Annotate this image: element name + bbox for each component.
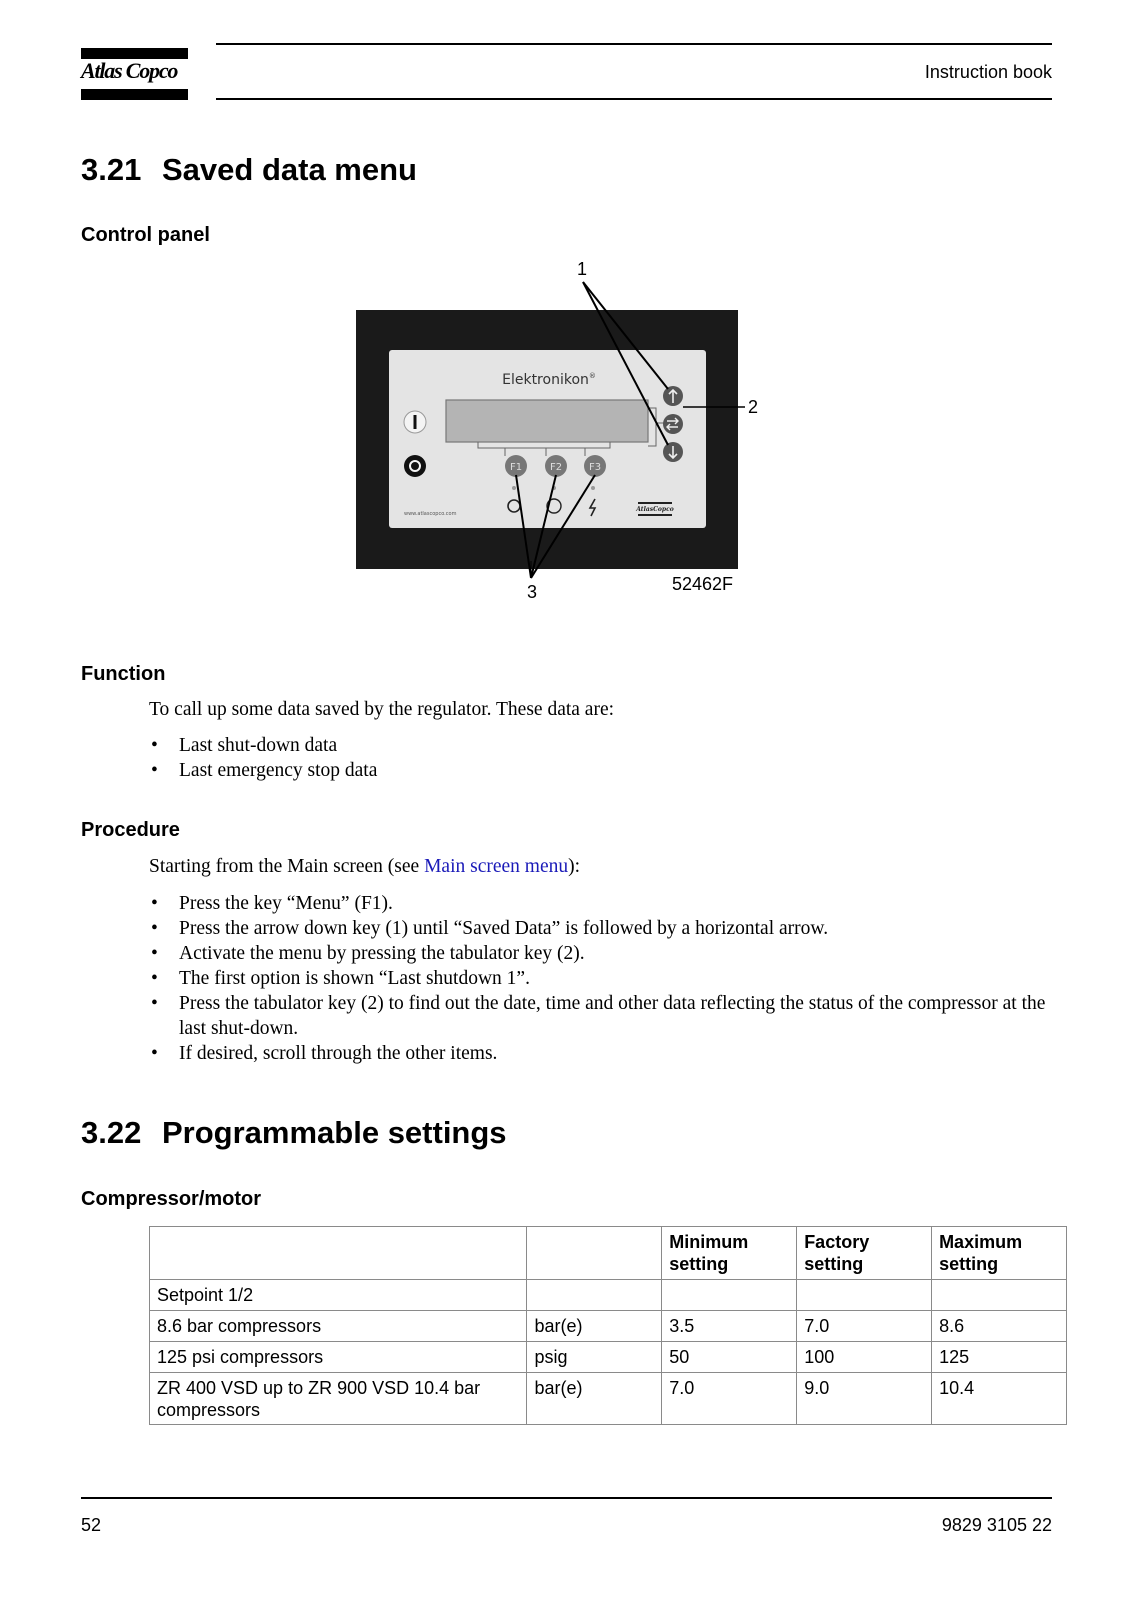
table-header-cell: Maximum setting [932, 1227, 1067, 1280]
list-item: • Last shut-down data [149, 733, 1064, 758]
table-row [150, 1373, 1067, 1425]
header-rule-bottom [216, 98, 1052, 100]
svg-text:www.atlascopco.com: www.atlascopco.com [404, 511, 457, 517]
figure-code: 52462F [672, 574, 734, 594]
table-cell: 125 psi compressors [150, 1342, 527, 1373]
procedure-list [149, 891, 1064, 1066]
table-cell [662, 1280, 797, 1311]
callout-1: 1 [577, 259, 588, 279]
header-rule-top [216, 43, 1052, 45]
list-item: • Press the tabulator key (2) to find out the date, time and other data reflecting the status of the compressor at the last shut-down. [149, 991, 1064, 1041]
svg-text:F1: F1 [509, 462, 523, 473]
document-number: 9829 3105 22 [941, 1515, 1052, 1535]
compressor-motor-heading: Compressor/motor [81, 1188, 262, 1210]
callout-3: 3 [527, 582, 538, 602]
table-row [150, 1311, 1067, 1342]
section-heading-3-22 [81, 1115, 507, 1151]
section-number: 3.22 [81, 1115, 142, 1150]
callout-2: 2 [748, 397, 759, 417]
table-cell: 100 [797, 1342, 932, 1373]
section-heading-3-21 [81, 152, 417, 188]
control-panel-figure [340, 258, 760, 618]
table-cell: Setpoint 1/2 [150, 1280, 527, 1311]
header-title: Instruction book [924, 62, 1052, 82]
procedure-heading: Procedure [81, 819, 180, 841]
table-cell: 7.0 [797, 1311, 932, 1342]
table-cell: 9.0 [797, 1373, 932, 1425]
list-item: • Press the key “Menu” (F1). [149, 891, 1064, 916]
procedure-intro-text: Starting from the Main screen (see [149, 856, 425, 877]
table-cell [797, 1280, 932, 1311]
table-header-cell [150, 1227, 527, 1280]
main-screen-menu-link[interactable]: Main screen menu [424, 856, 569, 877]
table-header-cell [527, 1227, 662, 1280]
table-cell: psig [527, 1342, 662, 1373]
list-item: • If desired, scroll through the other items. [149, 1041, 1064, 1066]
settings-table [149, 1226, 1067, 1425]
function-intro: To call up some data saved by the regulator. These data are: [149, 699, 615, 720]
svg-text:Elektronikon®: Elektronikon® [502, 372, 596, 388]
table-row [150, 1280, 1067, 1311]
svg-text:AtlasCopco: AtlasCopco [636, 506, 674, 513]
table-header-cell: Factory setting [797, 1227, 932, 1280]
footer-rule [81, 1497, 1052, 1499]
logo-bar-bottom [81, 89, 188, 100]
table-row [150, 1342, 1067, 1373]
table-cell: 3.5 [662, 1311, 797, 1342]
table-cell: ZR 400 VSD up to ZR 900 VSD 10.4 bar compressors [150, 1373, 527, 1425]
procedure-intro [149, 854, 580, 879]
table-cell: bar(e) [527, 1373, 662, 1425]
function-list [149, 733, 1064, 783]
control-panel-heading: Control panel [81, 224, 210, 246]
section-number: 3.21 [81, 152, 142, 187]
svg-text:F2: F2 [549, 462, 563, 473]
control-panel-drawing [340, 258, 760, 618]
procedure-intro-end: ): [568, 856, 581, 877]
svg-text:F3: F3 [588, 462, 602, 473]
table-cell [527, 1280, 662, 1311]
table-cell: 8.6 [932, 1311, 1067, 1342]
table-cell: 50 [662, 1342, 797, 1373]
section-title: Programmable settings [162, 1115, 507, 1150]
section-title: Saved data menu [162, 152, 417, 187]
list-item: • Press the arrow down key (1) until “Saved Data” is followed by a horizontal arrow. [149, 916, 1064, 941]
list-item: • The first option is shown “Last shutdown 1”. [149, 966, 1064, 991]
list-item: • Activate the menu by pressing the tabulator key (2). [149, 941, 1064, 966]
table-cell [932, 1280, 1067, 1311]
list-item: • Last emergency stop data [149, 758, 1064, 783]
table-cell: 125 [932, 1342, 1067, 1373]
page-number: 52 [81, 1515, 102, 1535]
function-heading: Function [81, 663, 166, 685]
table-cell: 7.0 [662, 1373, 797, 1425]
table-header-row [150, 1227, 1067, 1280]
atlas-copco-logo: Atlas Copco [81, 58, 178, 83]
table-header-cell: Minimum setting [662, 1227, 797, 1280]
table-cell: bar(e) [527, 1311, 662, 1342]
table-cell: 8.6 bar compressors [150, 1311, 527, 1342]
table-cell: 10.4 [932, 1373, 1067, 1425]
